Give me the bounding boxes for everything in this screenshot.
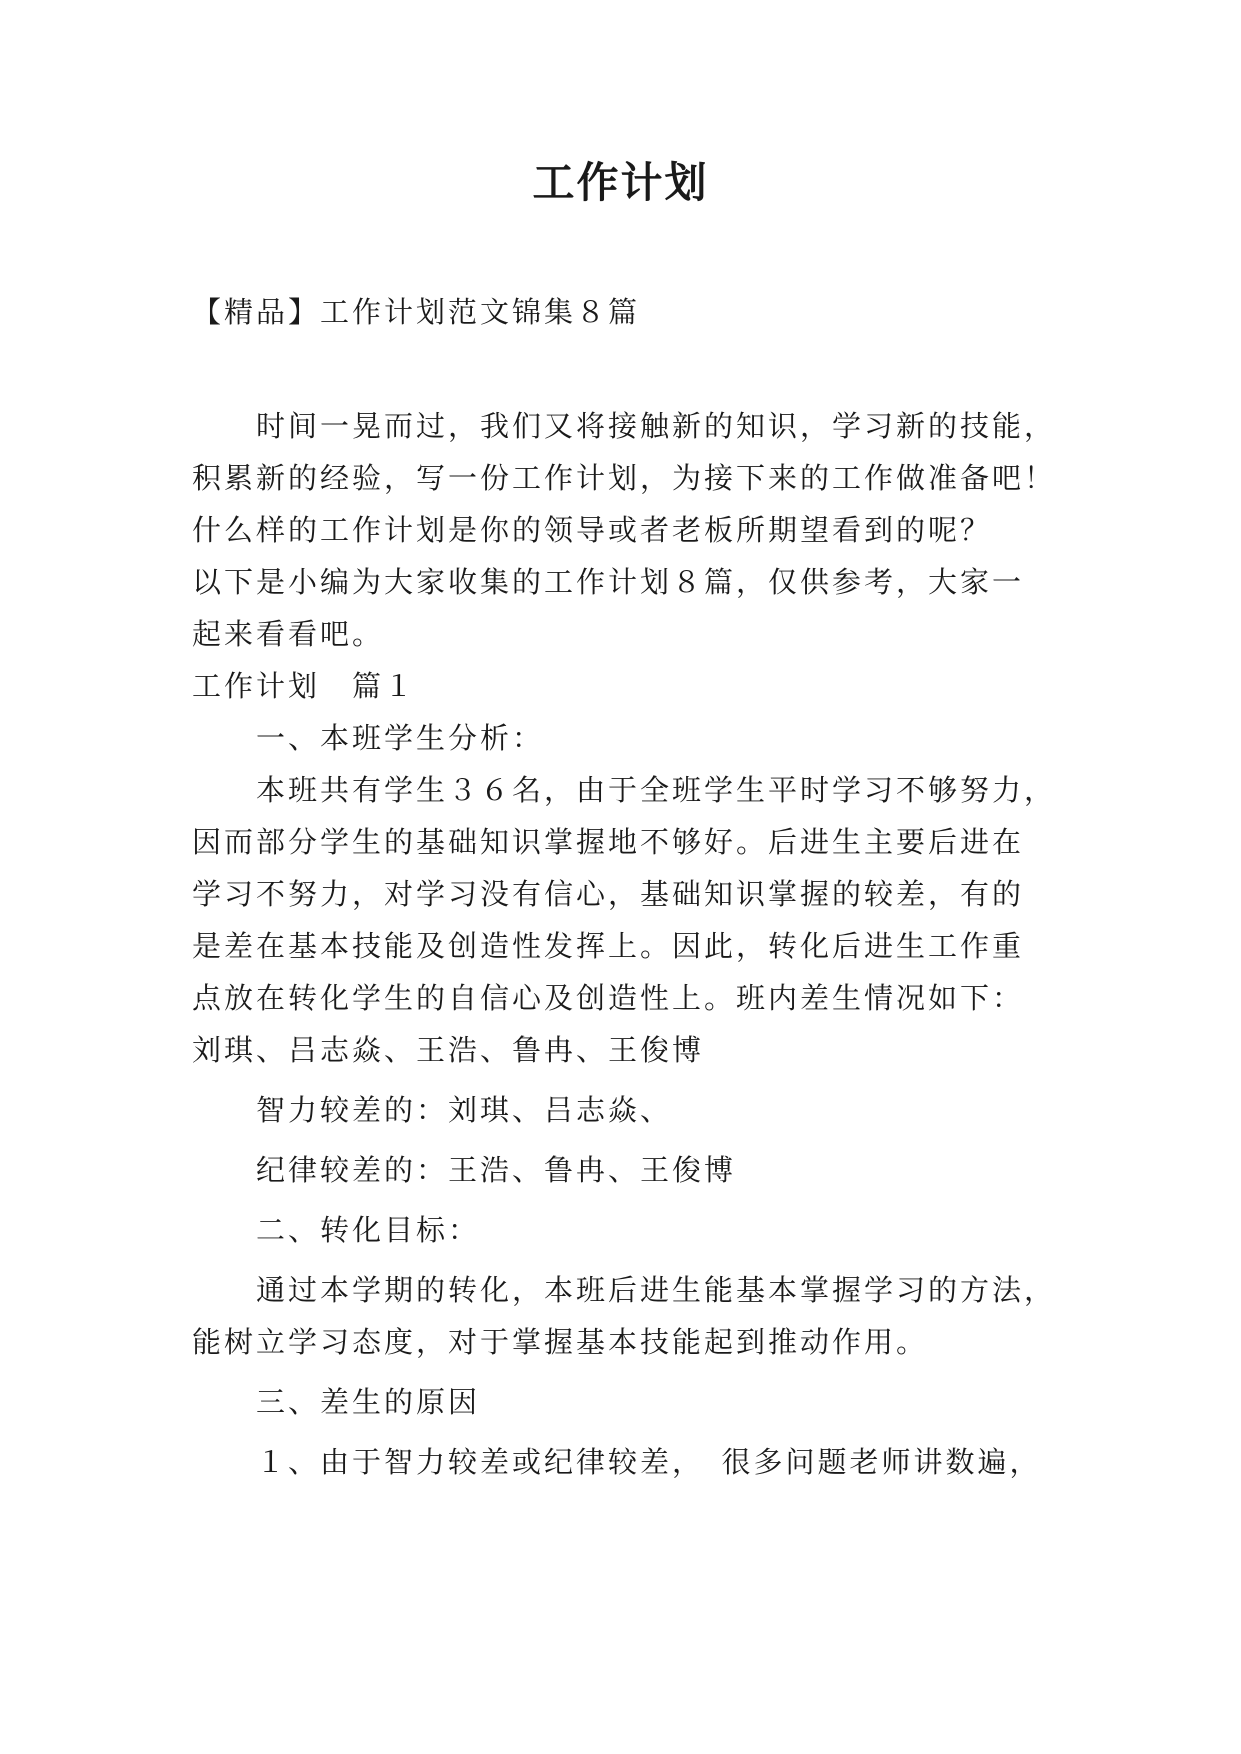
body-paragraph-line: 本班共有学生３６名，由于全班学生平时学习不够努力，	[256, 773, 1057, 807]
body-paragraph-line: 起来看看吧。	[192, 617, 385, 651]
document-title: 工作计划	[532, 158, 709, 207]
body-paragraph-line: 纪律较差的：王浩、鲁冉、王俊博	[256, 1153, 737, 1187]
body-paragraph-line: 以下是小编为大家收集的工作计划８篇，仅供参考，大家一	[192, 565, 1025, 599]
subsection-heading: 二、转化目标：	[256, 1213, 481, 1247]
body-paragraph-line: 刘琪、吕志焱、王浩、鲁冉、王俊博	[192, 1033, 705, 1067]
section-heading: 工作计划 篇１	[192, 669, 417, 703]
subsection-heading: 一、本班学生分析：	[256, 721, 545, 755]
body-paragraph-line: 是差在基本技能及创造性发挥上。因此，转化后进生工作重	[192, 929, 1025, 963]
body-paragraph-line: １、由于智力较差或纪律较差， 很多问题老师讲数遍，	[256, 1445, 1042, 1479]
subsection-heading: 三、差生的原因	[256, 1385, 481, 1419]
document-subtitle: 【精品】工作计划范文锦集８篇	[192, 295, 641, 329]
body-paragraph-line: 学习不努力，对学习没有信心，基础知识掌握的较差，有的	[192, 877, 1025, 911]
body-paragraph-line: 什么样的工作计划是你的领导或者老板所期望看到的呢？	[192, 513, 993, 547]
document-body	[192, 400, 1062, 1488]
body-paragraph-line: 点放在转化学生的自信心及创造性上。班内差生情况如下：	[192, 981, 1025, 1015]
body-paragraph-line: 时间一晃而过，我们又将接触新的知识，学习新的技能，	[256, 409, 1057, 443]
body-paragraph-line: 能树立学习态度，对于掌握基本技能起到推动作用。	[192, 1325, 929, 1359]
body-paragraph-line: 积累新的经验，写一份工作计划，为接下来的工作做准备吧！	[192, 461, 1057, 495]
body-paragraph-line: 因而部分学生的基础知识掌握地不够好。后进生主要后进在	[192, 825, 1025, 859]
body-paragraph-line: 智力较差的：刘琪、吕志焱、	[256, 1093, 673, 1127]
body-paragraph-line: 通过本学期的转化，本班后进生能基本掌握学习的方法，	[256, 1273, 1057, 1307]
